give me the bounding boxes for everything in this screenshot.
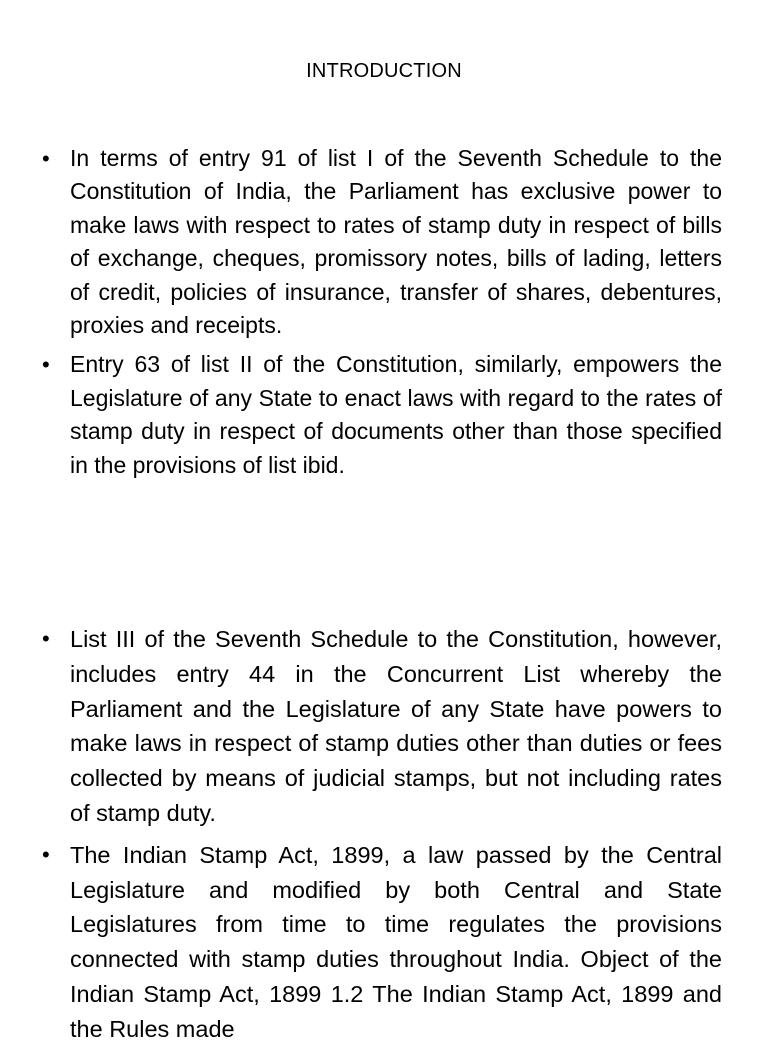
bullet-dot-icon: •	[42, 626, 50, 651]
slide-title: INTRODUCTION	[306, 60, 462, 82]
bullet-item	[40, 838, 722, 1047]
bullet-item	[40, 622, 722, 831]
bullet-dot-icon: •	[42, 146, 50, 171]
bullet-text: List III of the Seventh Schedule to the Constitution, however, includes entry 44 in the Concurrent List whereby the Parliament and the Legislature of any State have powers to make laws in respect of stamp duties other than duties or fees collected by means of judicial stamps, but not including rates of stamp duty.	[70, 626, 722, 826]
bullet-list	[40, 142, 722, 488]
bullet-text: The Indian Stamp Act, 1899, a law passed by the Central Legislature and modified by both Central and State Legislatures from time to time regulates the provisions connected with stamp duties throughout India. Object of the Indian Stamp Act, 1899 1.2 The Indian Stamp Act, 1899 and the Rules made	[70, 841, 722, 1042]
bullet-item	[40, 348, 722, 482]
bullet-text: In terms of entry 91 of list I of the Seventh Schedule to the Constitution of India, the Parliament has exclusive power to make laws with respect to rates of stamp duty in respect of bills of exchange, cheques, promissory notes, bills of lading, letters of credit, policies of insurance, transfer of shares, debentures, proxies and receipts.	[70, 145, 722, 339]
bullet-item	[40, 142, 722, 342]
bullet-list	[40, 622, 722, 1054]
bullet-text: Entry 63 of list II of the Constitution, similarly, empowers the Legislature of any State to enact laws with regard to the rates of stamp duty in respect of documents other than those specified in the provisions of list ibid.	[70, 351, 722, 478]
bullet-dot-icon: •	[42, 841, 50, 867]
slide-continued	[0, 560, 768, 1042]
bullet-dot-icon: •	[42, 352, 50, 378]
